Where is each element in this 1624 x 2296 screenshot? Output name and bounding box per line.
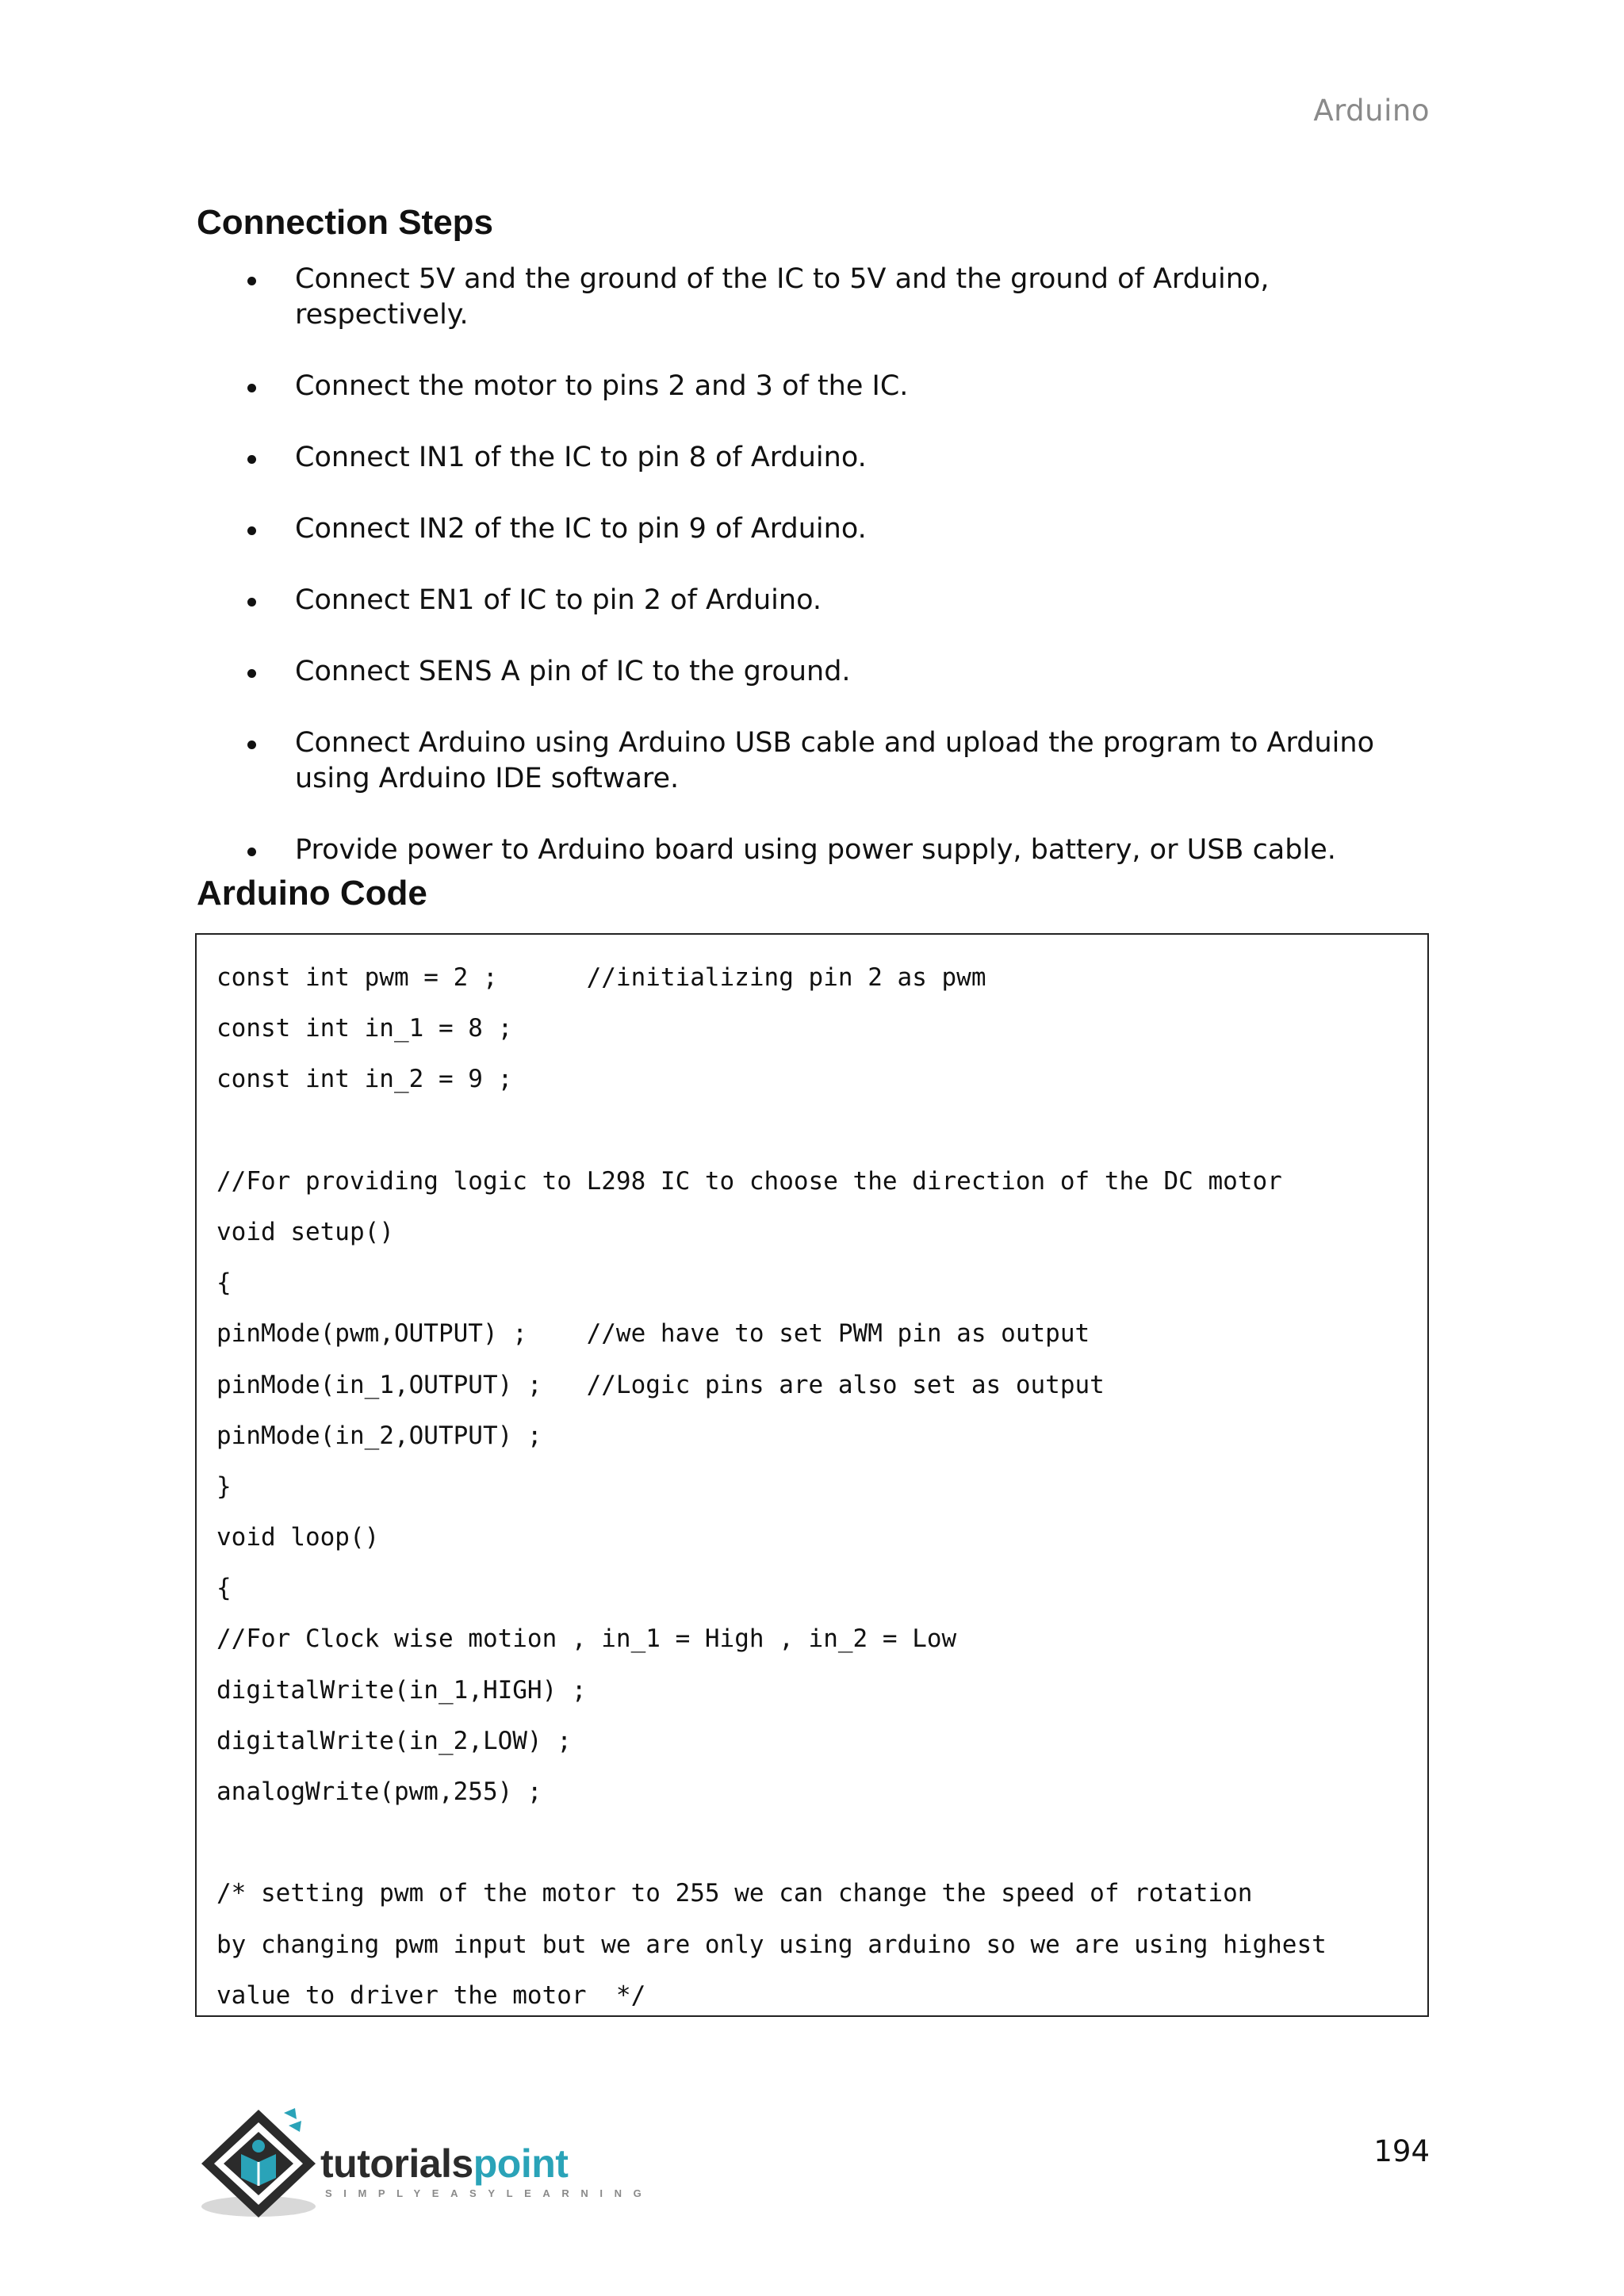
connection-step-item (197, 511, 1434, 547)
bullet-icon (247, 598, 256, 607)
connection-step-text: Connect IN2 of the IC to pin 9 of Arduino. (295, 513, 867, 545)
bullet-icon (247, 455, 256, 464)
code-block (195, 933, 1429, 2017)
connection-step-text: Connect EN1 of IC to pin 2 of Arduino. (295, 584, 822, 616)
code-line: const int in_1 = 8 ; (216, 1014, 513, 1043)
connection-step-text: Connect SENS A pin of IC to the ground. (295, 656, 851, 687)
code-line: //For Clock wise motion , in_1 = High , in_2 = Low (216, 1624, 957, 1654)
logo-wordmark: tutorialspoint (320, 2141, 569, 2186)
connection-steps-list (197, 262, 1434, 904)
code-line: const int in_2 = 9 ; (216, 1065, 513, 1094)
code-line: digitalWrite(in_2,LOW) ; (216, 1726, 572, 1755)
code-line: pinMode(pwm,OUTPUT) ; //we have to set PWM pin as output (216, 1319, 1090, 1349)
connection-step-item (197, 832, 1434, 868)
code-line: analogWrite(pwm,255) ; (216, 1777, 542, 1806)
logo-diamond-icon (195, 2105, 322, 2224)
bullet-icon (247, 848, 256, 856)
code-line: { (216, 1574, 232, 1603)
bullet-icon (247, 277, 256, 285)
code-line (216, 1817, 1408, 1868)
connection-step-item (197, 583, 1434, 618)
code-line: const int pwm = 2 ; //initializing pin 2 as pwm (216, 963, 986, 992)
code-line: void setup() (216, 1217, 394, 1246)
code-line: /* setting pwm of the motor to 255 we can change the speed of rotation (216, 1879, 1253, 1908)
code-line (216, 1105, 1408, 1156)
connection-step-text: Provide power to Arduino board using power supply, battery, or USB cable. (295, 834, 1336, 866)
bullet-icon (247, 526, 256, 535)
page-number: 194 (1373, 2134, 1430, 2168)
connection-step-item (197, 725, 1434, 797)
section-heading-connection-steps: Connection Steps (197, 203, 494, 242)
section-heading-arduino-code: Arduino Code (197, 874, 427, 913)
running-header: Arduino (1313, 94, 1430, 128)
code-line: digitalWrite(in_1,HIGH) ; (216, 1675, 587, 1705)
connection-step-item (197, 440, 1434, 476)
bullet-icon (247, 740, 256, 749)
code-line: } (216, 1471, 232, 1501)
code-line: //For providing logic to L298 IC to choose the direction of the DC motor (216, 1166, 1282, 1196)
code-line: by changing pwm input but we are only using arduino so we are using highest (216, 1930, 1327, 1959)
connection-step-text: Connect 5V and the ground of the IC to 5V and the ground of Arduino, respectively. (295, 263, 1270, 331)
code-line: pinMode(in_1,OUTPUT) ; //Logic pins are also set as output (216, 1370, 1105, 1399)
code-line: pinMode(in_2,OUTPUT) ; (216, 1421, 542, 1450)
code-line: void loop() (216, 1523, 380, 1552)
connection-step-text: Connect Arduino using Arduino USB cable and upload the program to Arduino using Arduino IDE software. (295, 727, 1374, 794)
connection-step-item (197, 262, 1434, 333)
bullet-icon (247, 384, 256, 392)
bullet-icon (247, 669, 256, 678)
tutorialspoint-logo (195, 2105, 653, 2227)
connection-step-text: Connect the motor to pins 2 and 3 of the IC. (295, 370, 909, 402)
logo-tagline: SIMPLYEASYLEARNING (325, 2187, 653, 2199)
connection-step-item (197, 654, 1434, 690)
connection-step-item (197, 369, 1434, 404)
code-line: { (216, 1269, 232, 1298)
code-line: value to driver the motor */ (216, 1980, 646, 2010)
connection-step-text: Connect IN1 of the IC to pin 8 of Arduino. (295, 442, 867, 473)
